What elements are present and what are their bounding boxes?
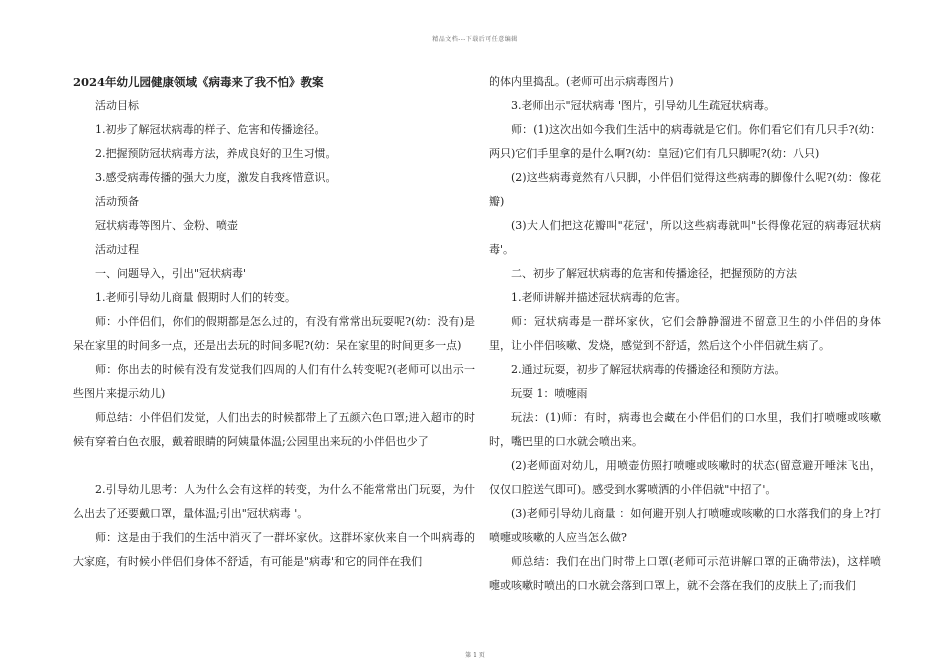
paragraph: 师总结：我们在出门时带上口罩(老师可示范讲解口罩的正确带法)，这样喷嚏或咳嗽时喷出的口水就会落到口罩上，就不会落在我们的皮肤上了;而我们 bbox=[489, 555, 881, 592]
document-title: 2024年幼儿园健康领域《病毒来了我不怕》教案 bbox=[73, 75, 324, 89]
paragraph: (3)大人们把这花瓣叫"花冠'，所以这些病毒就叫"长得像花冠的病毒冠状病毒'。 bbox=[489, 219, 881, 256]
paragraph: 玩耍 1：喷嚏雨 bbox=[511, 387, 588, 400]
right-column bbox=[489, 70, 881, 598]
page-header: 精品文档---下载后可任意编辑 bbox=[432, 36, 518, 43]
paragraph: 师：(1)这次出如今我们生活中的病毒就是它们。你们看它们有几只手?(幼：两只)它们手里拿的是什么啊?(幼：皇冠)它们有几只脚呢?(幼：八只) bbox=[489, 123, 881, 160]
paragraph: 2.通过玩耍，初步了解冠状病毒的传播途径和预防方法。 bbox=[511, 363, 786, 376]
paragraph: 二、初步了解冠状病毒的危害和传播途径，把握预防的方法 bbox=[511, 267, 797, 280]
paragraph: (2)老师面对幼儿，用喷壶仿照打喷嚏或咳嗽时的状态(留意避开唾沫飞出，仅仅口腔送气即可)。感受到水雾喷洒的小伴侣就"中招了'。 bbox=[489, 459, 881, 496]
paragraph: 活动预备 bbox=[95, 195, 139, 208]
paragraph: 师总结：小伴侣们发觉，人们出去的时候都带上了五颜六色口罩;进入超市的时候有穿着白色衣服，戴着眼睛的阿姨量体温;公园里出来玩的小伴侣也少了 bbox=[73, 411, 475, 448]
left-column bbox=[73, 70, 475, 574]
paragraph: 冠状病毒等图片、金粉、喷壶 bbox=[95, 219, 238, 232]
paragraph: 师：冠状病毒是一群坏家伙，它们会静静溜进不留意卫生的小伴侣的身体里，让小伴侣咳嗽、发烧，感觉到不舒适，然后这个小伴侣就生病了。 bbox=[489, 315, 881, 352]
paragraph: 3.老师出示"冠状病毒 '图片，引导幼儿生疏冠状病毒。 bbox=[511, 99, 776, 112]
paragraph: 1.老师引导幼儿商量 假期时人们的转变。 bbox=[95, 291, 296, 304]
paragraph: 玩法：(1)师：有时，病毒也会藏在小伴侣们的口水里，我们打喷嚏或咳嗽时，嘴巴里的口水就会喷出来。 bbox=[489, 411, 881, 448]
paragraph: 2.把握预防冠状病毒方法，养成良好的卫生习惯。 bbox=[95, 147, 337, 160]
paragraph: (2)这些病毒竟然有八只脚，小伴侣们觉得这些病毒的脚像什么呢?(幼：像花瓣) bbox=[489, 171, 881, 208]
paragraph: (3)老师引导幼儿商量 ：如何避开别人打喷嚏或咳嗽的口水落我们的身上?打喷嚏或咳嗽的人应当怎么做? bbox=[489, 507, 881, 544]
page-footer: 第 1 页 bbox=[465, 652, 485, 659]
paragraph: 师：小伴侣们，你们的假期都是怎么过的，有没有常常出玩耍呢?(幼：没有)是呆在家里的时间多一点，还是出去玩的时间多呢?(幼：呆在家里的时间更多一点) bbox=[73, 315, 475, 352]
paragraph: 1.初步了解冠状病毒的样子、危害和传播途径。 bbox=[95, 123, 326, 136]
paragraph: 2.引导幼儿思考：人为什么会有这样的转变，为什么不能常常出门玩耍，为什么出去了还要戴口罩，量体温;引出"冠状病毒 '。 bbox=[73, 483, 475, 520]
paragraph: 的体内里捣乱。(老师可出示病毒图片) bbox=[489, 75, 674, 88]
paragraph: 活动过程 bbox=[95, 243, 139, 256]
paragraph: 师：你出去的时候有没有发觉我们四周的人们有什么转变呢?(老师可以出示一些图片来提示幼儿) bbox=[73, 363, 475, 400]
paragraph: 活动目标 bbox=[95, 99, 139, 112]
paragraph: 师：这是由于我们的生活中消灭了一群坏家伙。这群坏家伙来自一个叫病毒的大家庭，有时候小伴侣们身体不舒适，有可能是"病毒'和它的同伴在我们 bbox=[73, 531, 475, 568]
paragraph: 一、问题导入，引出"冠状病毒' bbox=[95, 267, 247, 280]
paragraph: 1.老师讲解并描述冠状病毒的危害。 bbox=[511, 291, 687, 304]
paragraph-gap bbox=[73, 454, 475, 478]
paragraph: 3.感受病毒传播的强大力度，激发自我疼惜意识。 bbox=[95, 171, 337, 184]
